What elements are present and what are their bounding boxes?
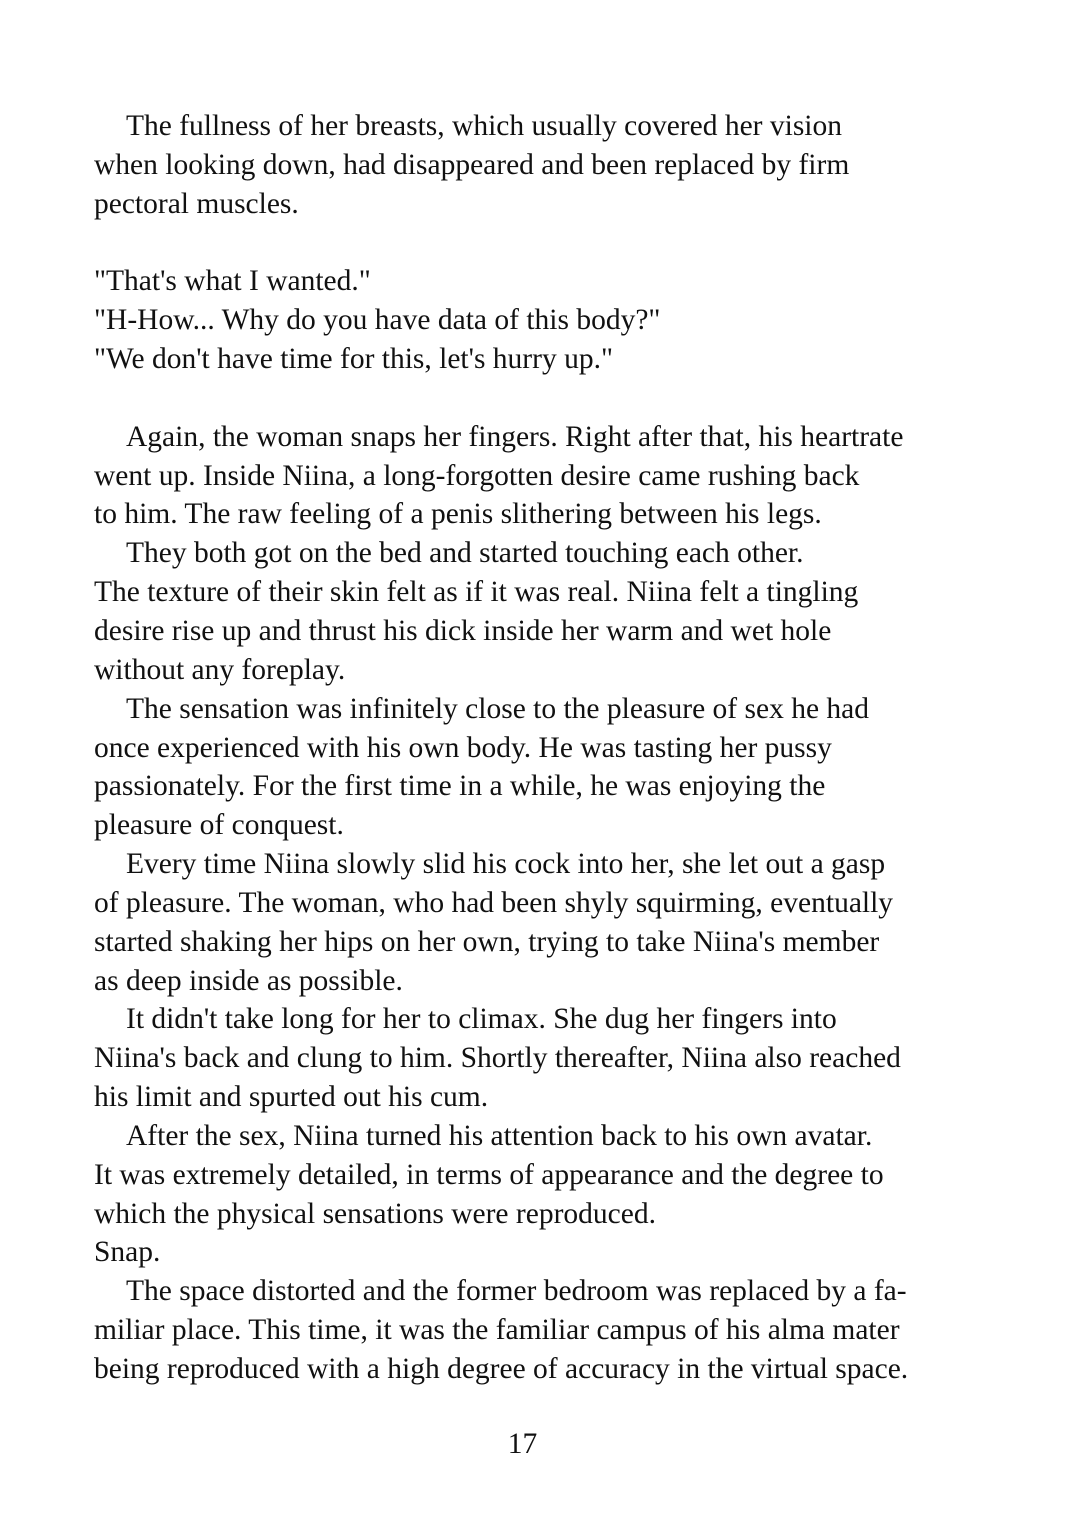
text-line: It was extremely detailed, in terms of appearance and the degree to xyxy=(94,1158,884,1191)
text-line: went up. Inside Niina, a long-forgotten desire came rushing back xyxy=(94,459,860,492)
text-line: miliar place. This time, it was the familiar campus of his alma mater xyxy=(94,1314,900,1347)
text-line: passionately. For the first time in a while, he was enjoying the xyxy=(94,770,826,803)
text-line: once experienced with his own body. He was tasting her pussy xyxy=(94,731,832,764)
page-body-text xyxy=(94,107,1054,1389)
text-line: The fullness of her breasts, which usually covered her vision xyxy=(126,110,842,142)
text-line: Niina's back and clung to him. Shortly thereafter, Niina also reached xyxy=(94,1042,901,1075)
text-line: pleasure of conquest. xyxy=(94,809,344,842)
text-line: They both got on the bed and started touching each other. xyxy=(126,537,804,570)
page-number: 17 xyxy=(507,1428,538,1460)
text-line: pectoral muscles. xyxy=(94,187,299,220)
text-line: The space distorted and the former bedroom was replaced by a fa- xyxy=(126,1275,907,1308)
text-line: It didn't take long for her to climax. She dug her fingers into xyxy=(126,1003,837,1036)
text-line: which the physical sensations were reproduced. xyxy=(94,1197,656,1230)
text-line: as deep inside as possible. xyxy=(94,964,403,997)
text-line: without any foreplay. xyxy=(94,653,346,686)
text-line: Every time Niina slowly slid his cock into her, she let out a gasp xyxy=(126,848,886,881)
text-line: being reproduced with a high degree of accuracy in the virtual space. xyxy=(94,1353,909,1385)
blank-line xyxy=(94,224,1054,263)
text-line: of pleasure. The woman, who had been shyly squirming, eventually xyxy=(94,886,894,919)
text-line: started shaking her hips on her own, trying to take Niina's member xyxy=(94,925,880,958)
text-line: The sensation was infinitely close to the pleasure of sex he had xyxy=(126,692,870,725)
blank-line xyxy=(94,379,1054,418)
dialogue-line: "We don't have time for this, let's hurry up." xyxy=(94,343,613,376)
text-line: Snap. xyxy=(94,1236,161,1269)
text-line: Again, the woman snaps her fingers. Right after that, his heartrate xyxy=(126,420,904,453)
text-line: to him. The raw feeling of a penis slithering between his legs. xyxy=(94,498,822,531)
dialogue-line: "That's what I wanted." xyxy=(94,265,371,298)
text-line: his limit and spurted out his cum. xyxy=(94,1081,489,1114)
text-line: desire rise up and thrust his dick inside her warm and wet hole xyxy=(94,614,832,647)
text-line: when looking down, had disappeared and been replaced by firm xyxy=(94,148,850,181)
dialogue-line: "H-How... Why do you have data of this body?" xyxy=(94,304,661,337)
text-line: After the sex, Niina turned his attention back to his own avatar. xyxy=(126,1119,873,1152)
text-line: The texture of their skin felt as if it was real. Niina felt a tingling xyxy=(94,576,859,609)
